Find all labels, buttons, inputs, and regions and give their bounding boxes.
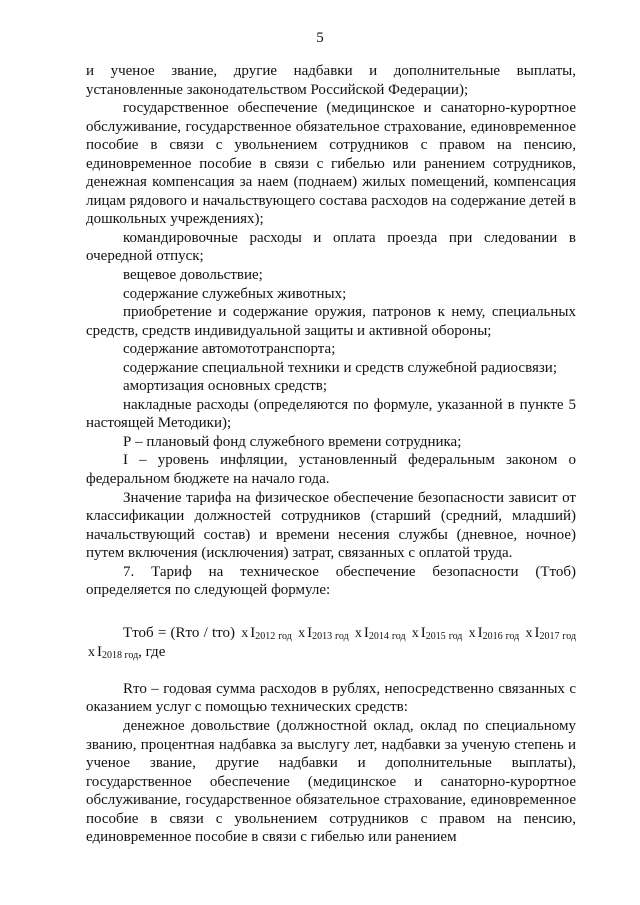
formula-base: I [420,624,426,641]
formula-operator: х [411,625,419,641]
formula-subscript: 2014 год [368,630,406,642]
formula-base: I [250,624,256,641]
paragraph: содержание автомототранспорта; [123,341,336,358]
formula-operator: х [354,625,362,641]
paragraph: накладные расходы (определяются по формуле, указанной в пункте 5 настоящей Методики); [86,396,576,432]
paragraph: содержание специальной техники и средств служебной радиосвязи; [123,359,557,376]
paragraph: I – уровень инфляции, установленный федеральным законом о федеральном бюджете на начало года. [86,452,576,488]
paragraph: содержание служебных животных; [123,285,347,302]
paragraph: Значение тарифа на физическое обеспечение безопасности зависит от классификации должностей сотрудников (старший (средний, младший) начальствующий состав) и времени несения службы (дневное, ночное) путем включения (исключения) затрат, связанных с оплатой труда. [86,489,576,562]
paragraph: и ученое звание, другие надбавки и дополнительные выплаты, установленные законодательством Российской Федерации); [86,63,576,98]
formula-suffix: , где [138,643,166,660]
paragraph: Р – плановый фонд служебного времени сотрудника; [123,433,462,450]
paragraph: командировочные расходы и оплата проезда при следовании в очередной отпуск; [86,229,576,265]
paragraph: 7. Тариф на техническое обеспечение безопасности (Ттоб) определяется по следующей формуле: [86,563,576,599]
paragraph: государственное обеспечение (медицинское и санаторно-курортное обслуживание, государственное обязательное страхование, единовременное пособие в связи с увольнением сотрудников с правом на пенсию, единовременное пособие в связи с гибелью или ранением сотрудников, денежная компенсация за наем (поднаем) жилых помещений, компенсация лицам рядового и начальствующего состава расходов на содержание детей в дошкольных учреждениях); [86,100,576,228]
formula-base: I [477,624,483,641]
paragraph: Rто – годовая сумма расходов в рублях, непосредственно связанных с оказанием услуг с помощью технических средств: [86,680,576,716]
formula-operator: х [468,625,476,641]
paragraph: вещевое довольствие; [123,267,263,284]
formula-subscript: 2017 год [539,630,577,642]
paragraph: приобретение и содержание оружия, патронов к нему, специальных средств, средств индивидуальной защиты и активной обороны; [86,304,576,339]
formula-subscript: 2013 год [312,630,349,642]
tariff-formula [86,624,576,662]
formula-operator: х [241,625,249,641]
formula-subscript: 2018 год [102,649,139,661]
formula-subscript: 2015 год [425,630,463,642]
formula-operator: х [298,625,306,641]
formula-operator: х [88,644,95,660]
formula-operator: х [525,625,533,641]
formula-base: I [307,624,313,641]
formula-base: I [534,624,540,641]
formula-subscript: 2016 год [482,630,520,642]
paragraph: амортизация основных средств; [123,378,328,395]
formula-base: I [97,643,102,660]
page-number: 5 [316,30,324,46]
paragraph: денежное довольствие (должностной оклад, оклад по специальному званию, процентная надбавка за выслугу лет, надбавки за ученую степень и ученое звание, другие надбавки и дополнительные выплаты), государственное обеспечение (медицинское и санаторно-курортное обслуживание, государственное обязательное страхование, единовременное пособие в связи с увольнением сотрудников с правом на пенсию, единовременное пособие в связи с гибелью или ранением [86,717,576,846]
formula-lhs: Ттоб = (Rто / tто) [123,624,236,641]
formula-subscript: 2012 год [255,630,292,642]
formula-base: I [363,624,369,641]
document-body [86,62,576,847]
